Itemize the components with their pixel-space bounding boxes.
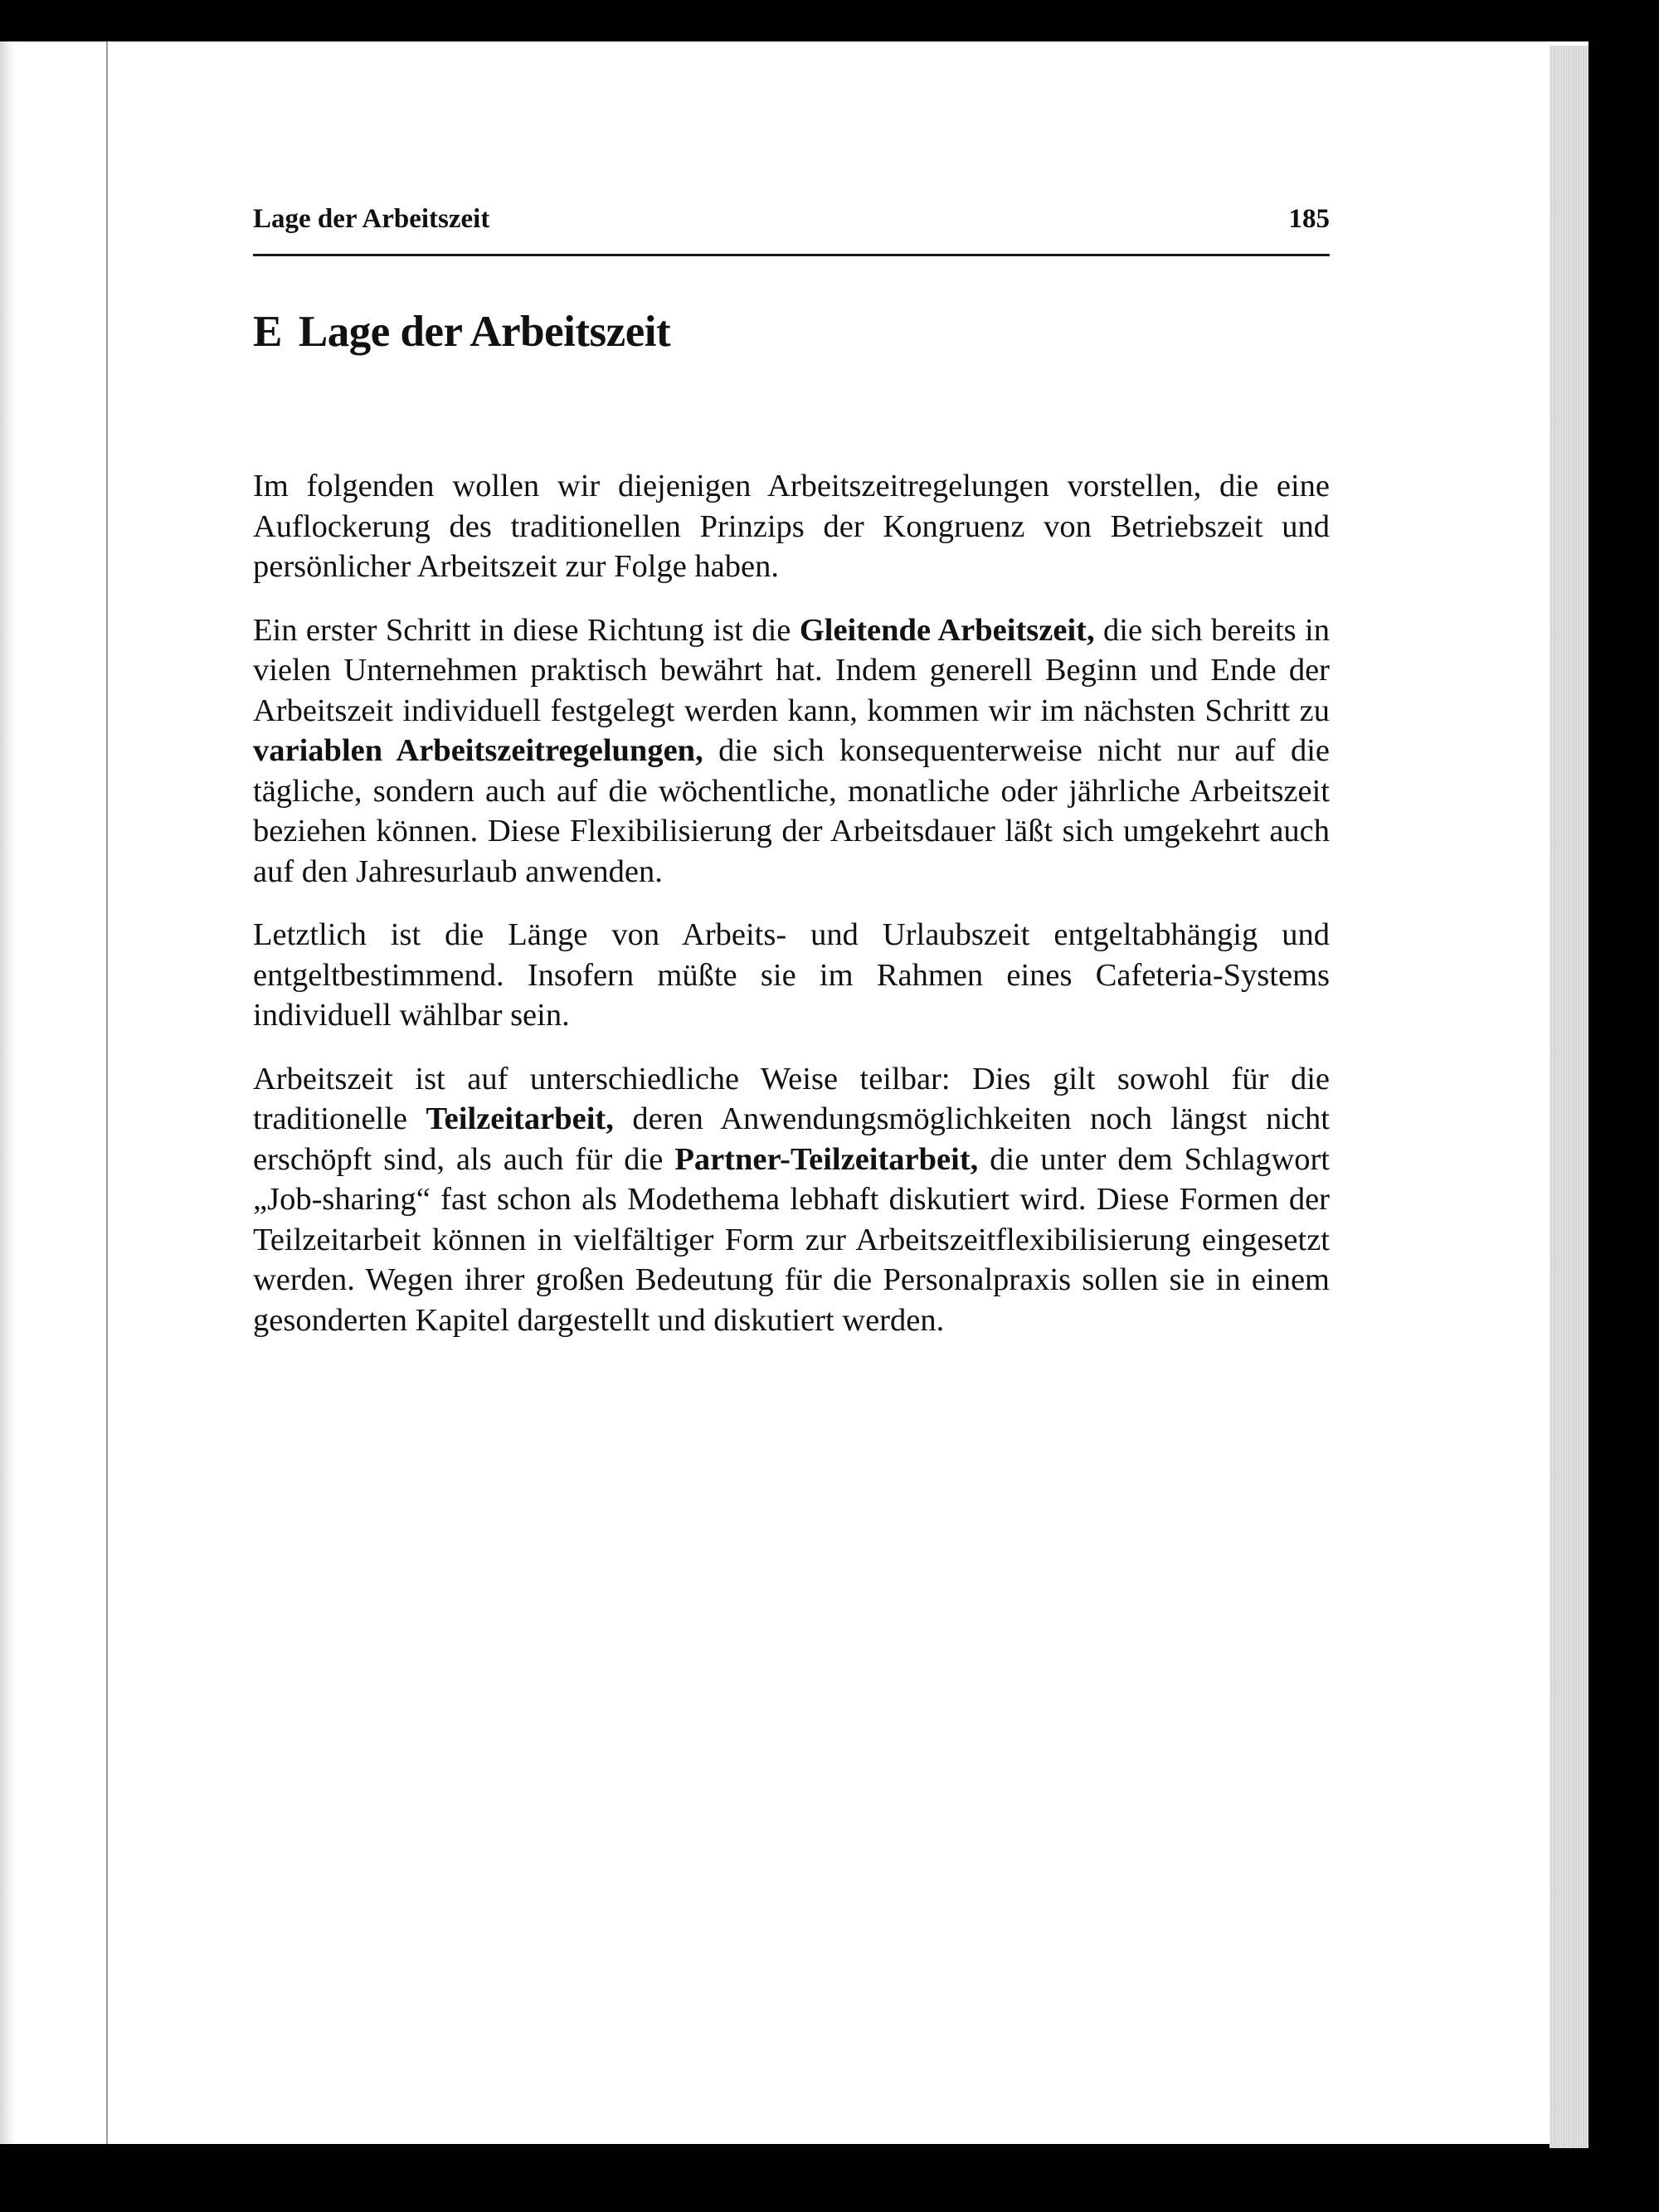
paragraph-4	[253, 1059, 1330, 1341]
paragraph-1-text: Im folgenden wollen wir diejenigen Arbeitszeitregelungen vorstellen, die eine Auflockerung des traditionellen Prinzips der Kongruenz von Betriebszeit und persönlicher Arbeitszeit zur Folge haben.	[253, 469, 1330, 584]
chapter-letter: E	[253, 308, 282, 356]
chapter-title: Lage der Arbeitszeit	[298, 308, 671, 356]
term-partner-teilzeitarbeit: Partner-Teilzeitarbeit,	[674, 1141, 979, 1177]
paragraph-2-text-c: die sich konsequenterweise nicht nur auf die tägliche, sondern auch auf die wöchentliche, monatliche oder jährliche Arbeitszeit beziehen können. Diese Flexibilisierung der Arbeitsdauer läßt sich umgekehrt auch auf den Jahresurlaub anwenden.	[253, 733, 1330, 889]
paragraph-2-text-a: Ein erster Schritt in diese Richtung ist die	[253, 612, 800, 648]
paragraph-2	[253, 610, 1330, 892]
paragraph-2-text-b: die sich bereits in vielen Unternehmen praktisch bewährt hat. Indem generell Beginn und Ende der Arbeitszeit individuell festgelegt werden kann, kommen wir im nächsten Schritt zu	[253, 612, 1330, 728]
page-binding-shadow	[0, 41, 15, 2144]
paragraph-1	[253, 466, 1330, 587]
paragraph-4-text-b: deren Anwendungsmöglichkeiten noch längst nicht erschöpft sind, als auch für die	[253, 1101, 1330, 1177]
paragraph-4-text-a: Arbeitszeit ist auf unterschiedliche Weise teilbar: Dies gilt sowohl für die traditionelle	[253, 1061, 1330, 1136]
body-text	[253, 466, 1330, 1364]
paragraph-3	[253, 915, 1330, 1036]
header-divider	[253, 254, 1330, 256]
chapter-heading	[253, 307, 670, 357]
page-number: 185	[1288, 204, 1330, 234]
running-header	[253, 204, 1330, 244]
paragraph-4-text-c: die unter dem Schlagwort „Job-sharing“ fast schon als Modethema lebhaft diskutiert wird. Diese Formen der Teilzeitarbeit können in vielfältiger Form zur Arbeitszeitflexibilisierung eingesetzt werden. Wegen ihrer großen Bedeutung für die Personalpraxis sollen sie in einem gesonderten Kapitel dargestellt und diskutiert werden.	[253, 1141, 1331, 1338]
page-stack-edge	[1550, 46, 1588, 2148]
term-teilzeitarbeit: Teilzeitarbeit,	[426, 1101, 614, 1136]
running-header-title: Lage der Arbeitszeit	[253, 204, 490, 234]
term-gleitende-arbeitszeit: Gleitende Arbeitszeit,	[799, 612, 1095, 648]
term-variable-arbeitszeitregelungen: variablen Arbeitszeitregelungen,	[253, 733, 703, 768]
paragraph-3-text: Letztlich ist die Länge von Arbeits- und Urlaubszeit entgeltabhängig und entgeltbestimmend. Insofern müßte sie im Rahmen eines Cafeteria-Systems individuell wählbar sein.	[253, 917, 1330, 1033]
page-gutter-line	[106, 41, 108, 2144]
